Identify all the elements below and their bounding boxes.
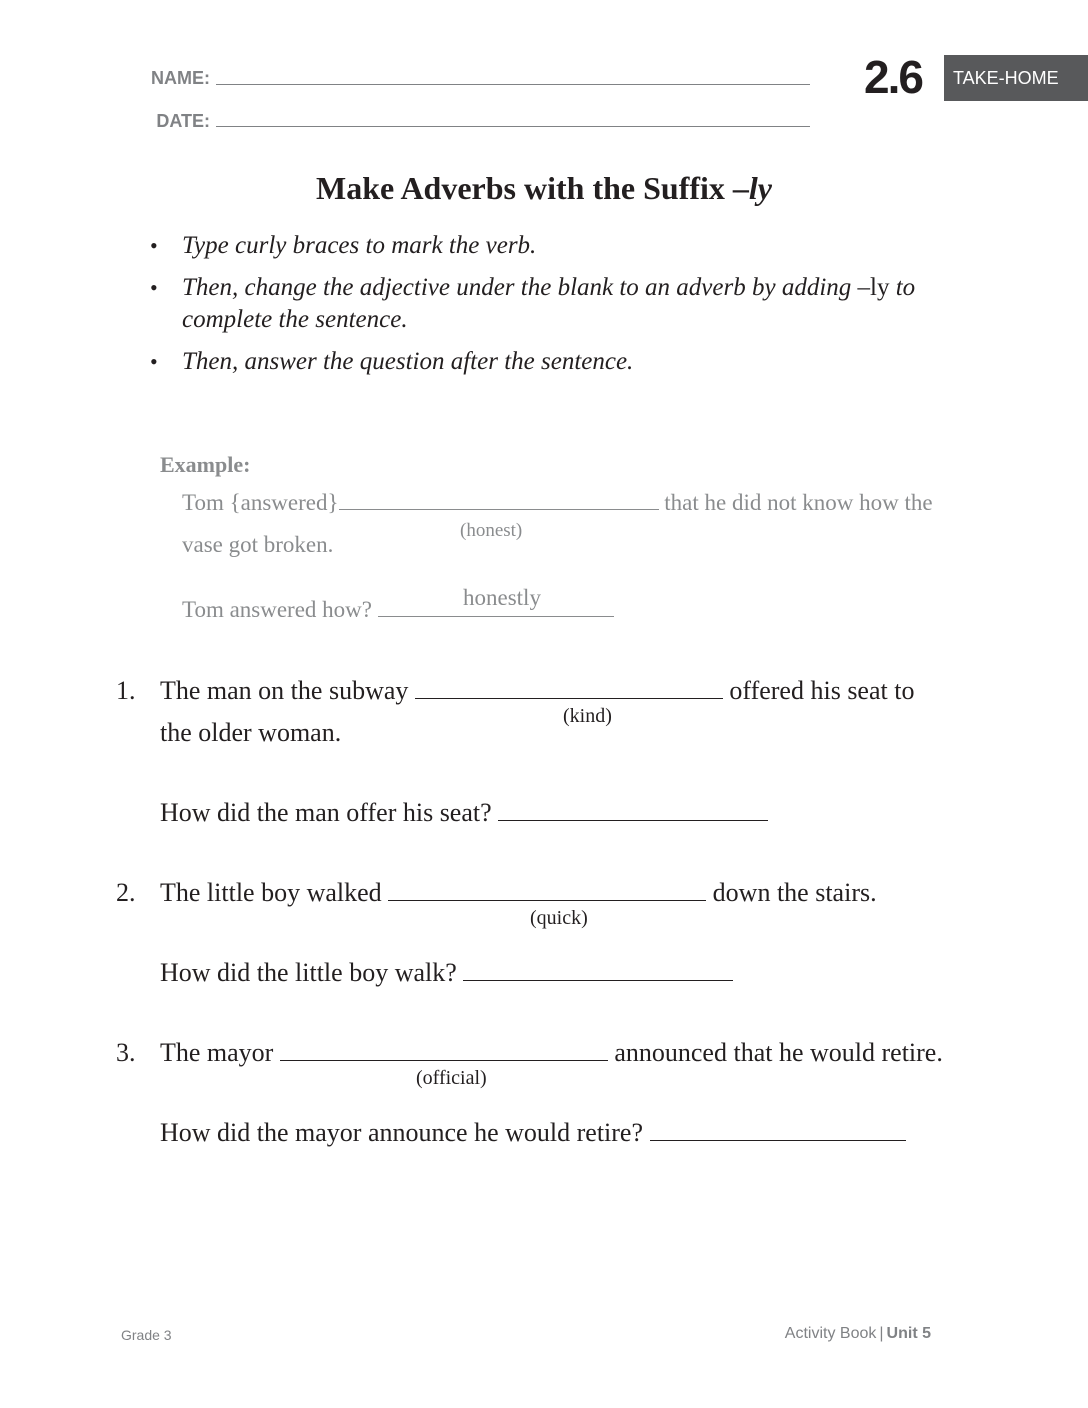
footer-book: Activity Book | Unit 5 <box>784 1325 931 1342</box>
item-sentence: The mayor announced that he would retire. <box>160 1038 943 1067</box>
page-title <box>0 170 1088 207</box>
item-number: 2. <box>116 878 136 907</box>
example-answer: honestly <box>463 585 541 610</box>
date-label: DATE: <box>156 111 210 131</box>
title-main: Make Adverbs with the Suffix – <box>316 170 749 206</box>
item-question: How did the little boy walk? <box>160 952 733 994</box>
item-number: 1. <box>116 676 136 705</box>
adjective-hint: (kind) <box>563 705 612 727</box>
adjective-hint: (official) <box>416 1067 487 1089</box>
example-answer-blank <box>378 616 614 617</box>
item-number: 3. <box>116 1038 136 1067</box>
example-sentence: Tom {answered} that he did not know how the <box>182 490 933 515</box>
question-answer-blank[interactable] <box>650 1140 906 1141</box>
item-question: How did the man offer his seat? <box>160 792 768 834</box>
instruction-item: • Type curly braces to mark the verb. <box>150 230 950 262</box>
take-home-tag: TAKE-HOME <box>944 55 1088 101</box>
item-sentence-cont: the older woman. <box>160 718 342 747</box>
question-answer-blank[interactable] <box>463 980 733 981</box>
example-blank <box>339 509 659 510</box>
adjective-hint: (quick) <box>530 907 588 929</box>
answer-blank[interactable] <box>415 698 723 699</box>
lesson-number: 2.6 <box>864 51 922 103</box>
question-answer-blank[interactable] <box>498 820 768 821</box>
example-hint: (honest) <box>460 520 523 541</box>
item-sentence: The man on the subway offered his seat to <box>160 676 915 705</box>
example-label: Example: <box>160 452 251 477</box>
title-suffix: ly <box>748 170 772 206</box>
footer-grade: Grade 3 <box>121 1327 172 1343</box>
item-question: How did the mayor announce he would retire? <box>160 1112 906 1154</box>
example-question: Tom answered how? <box>182 597 614 623</box>
example-sentence-cont: vase got broken. <box>182 532 334 557</box>
instruction-item: • Then, answer the question after the sentence. <box>150 346 950 378</box>
name-label: NAME: <box>151 68 210 88</box>
name-field[interactable] <box>216 84 810 85</box>
instructions-list <box>150 230 950 388</box>
answer-blank[interactable] <box>280 1060 608 1061</box>
item-sentence: The little boy walked down the stairs. <box>160 878 877 907</box>
date-field[interactable] <box>216 126 810 127</box>
answer-blank[interactable] <box>388 900 706 901</box>
instruction-item: • Then, change the adjective under the blank to an adverb by adding –ly to complete the sentence. <box>150 272 950 336</box>
